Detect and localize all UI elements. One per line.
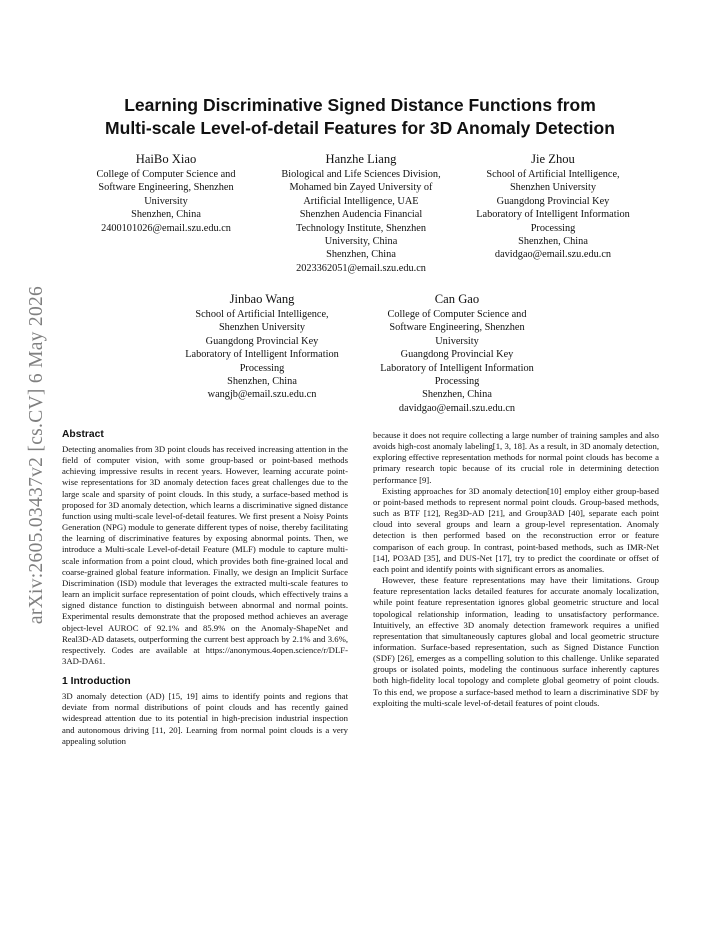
author-affiliation: Laboratory of Intelligent Information <box>185 349 339 361</box>
author-affiliation: University, China <box>324 236 398 248</box>
paper-title <box>60 94 660 140</box>
author-name: Hanzhe Liang <box>325 152 397 166</box>
abstract-text: Detecting anomalies from 3D point clouds has received increasing attention in the field of computer vision, with some group-based or point-based methods achieving impressive results in recent years. However, learning accurate point-wise representations for 3D anomaly detection faces great challenges due to the large scale and sparsity of point clouds. In this study, a surface-based method is proposed for 3D anomaly detection, which learns a discriminative signed distance function using multi-scale level-of-detail features. We first present a Noisy Points Generation (NPG) module to generate different types of noise, thereby facilitating the learning of discriminative features by exposing abnormal points. Then, we introduce a Multi-scale Level-of-detail Feature (MLF) module to capture multi-scale information from a point cloud, which provides both fine-grained local and coarse-grained global feature information. Finally, we design an Implicit Surface Discrimination (ISD) module that leverages the extracted multi-scale features to learn an implicit surface representation of point clouds, which effectively trains a signed distance function to distinguish between abnormal and normal points. Experimental results demonstrate that the proposed method achieves an average object-level AUROC of 92.1% and 85.9% on the Anomaly-ShapeNet and Real3D-AD datasets, outperforming the current best approach by 2.1% and 3.6%, respectively. Codes are available at https://anonymous.4open.science/r/DLF-3AD-DA61. <box>62 444 348 666</box>
author-affiliation: Processing <box>434 376 480 388</box>
abstract-heading: Abstract <box>62 429 104 440</box>
author-affiliation: Shenzhen, China <box>326 249 396 261</box>
author-email: wangjb@email.szu.edu.cn <box>207 389 317 401</box>
author-affiliation: Shenzhen, China <box>422 389 492 401</box>
author-affiliation: Shenzhen, China <box>131 209 201 221</box>
right-column <box>373 430 659 709</box>
author-affiliation: Technology Institute, Shenzhen <box>296 222 426 234</box>
author-affiliation: University <box>435 335 479 347</box>
author-affiliation: Guangdong Provincial Key <box>205 335 319 347</box>
author-affiliation: Software Engineering, Shenzhen <box>98 182 234 194</box>
author-affiliation: College of Computer Science and <box>96 169 236 180</box>
author-affiliation: Shenzhen, China <box>227 376 297 388</box>
author-name: Jinbao Wang <box>229 292 295 306</box>
author-block <box>165 292 359 402</box>
author-affiliation: Shenzhen Audencia Financial <box>299 209 423 221</box>
intro-heading: 1 Introduction <box>62 676 131 688</box>
author-affiliation: Shenzhen University <box>218 322 306 334</box>
author-affiliation: Laboratory of Intelligent Information <box>476 209 630 221</box>
author-block <box>75 152 257 235</box>
author-name: Jie Zhou <box>531 152 575 166</box>
author-affiliation: Laboratory of Intelligent Information <box>380 362 534 374</box>
arxiv-stamp: arXiv:2605.03437v2 [cs.CV] 6 May 2026 <box>26 285 47 625</box>
author-affiliation: Guangdong Provincial Key <box>496 195 610 207</box>
author-email: davidgao@email.szu.edu.cn <box>494 249 612 261</box>
author-affiliation: Shenzhen University <box>509 182 597 194</box>
body-paragraph: However, these feature representations may have their limitations. Group feature representation lacks detailed features for accurate anomaly localization, while point feature representation ignores global geometric structure and local topological relationship information, leading to unsatisfactory performance. Intuitively, an effective 3D anomaly detection framework requires a unified representation that simultaneously captures global and local geometric structure information. Surface-based representation, such as Signed Distance Function (SDF) [26], emerges as a compelling solution to this challenge. Unlike separated groups or isolated points, modeling the continuous surface inherently captures both high-fidelity local topology and complete global geometry of point clouds. To this end, we propose a surface-based method to learn a discriminative SDF by exploiting the multi-scale level-of-detail features of point clouds. <box>373 575 659 708</box>
left-column <box>62 428 348 747</box>
author-affiliation: Processing <box>530 222 576 234</box>
author-affiliation: Biological and Life Sciences Division, <box>281 169 441 180</box>
author-affiliation: Mohamed bin Zayed University of <box>289 182 433 194</box>
author-affiliation: Shenzhen, China <box>518 236 588 248</box>
title-line-2: Multi-scale Level-of-detail Features for 3D Anomaly Detection <box>105 118 615 138</box>
author-email: 2023362051@email.szu.edu.cn <box>296 262 426 274</box>
author-affiliation: School of Artificial Intelligence, <box>195 309 329 320</box>
author-affiliation: College of Computer Science and <box>387 309 527 320</box>
author-affiliation: Processing <box>239 362 285 374</box>
author-email: davidgao@email.szu.edu.cn <box>398 402 516 414</box>
intro-paragraph: 3D anomaly detection (AD) [15, 19] aims to identify points and regions that deviate from normal distributions of point clouds and has recently gained widespread attention due to its potential in high-precision industrial inspection and autonomous driving [11, 20]. Learning from normal point clouds is a very appealing solution <box>62 691 348 746</box>
author-name: HaiBo Xiao <box>135 152 197 166</box>
body-paragraph: because it does not require collecting a large number of training samples and also avoids high-cost anomaly labeling[1, 3, 18]. As a result, in 3D anomaly detection, exploring effective representation methods for normal point clouds has become a primary research topic because of its crucial role in determining detection performance [9]. <box>373 430 659 485</box>
author-name: Can Gao <box>434 292 480 306</box>
author-affiliation: Software Engineering, Shenzhen <box>389 322 525 334</box>
author-affiliation: Guangdong Provincial Key <box>400 349 514 361</box>
author-block <box>265 152 457 275</box>
author-affiliation: University <box>144 195 188 207</box>
title-line-1: Learning Discriminative Signed Distance Functions from <box>124 95 596 115</box>
author-affiliation: Artificial Intelligence, UAE <box>303 195 419 207</box>
body-paragraph: Existing approaches for 3D anomaly detection[10] employ either group-based or point-based methods to represent normal point clouds. Group-based methods, such as BTF [12], Reg3D-AD [21], and Group3AD [40], separate each point cloud into several groups and learn a group-level representation. Anomaly detection is then performed based on the reconstruction error or feature comparison of each group. In contrast, point-based methods, such as IMR-Net [14], PO3AD [35], and DUS-Net [17], try to predict the coordinate or offset of each point and identify points with significant errors as anomalies. <box>373 485 659 574</box>
author-block <box>361 292 553 415</box>
author-email: 2400101026@email.szu.edu.cn <box>101 222 231 234</box>
author-block <box>458 152 648 262</box>
author-affiliation: School of Artificial Intelligence, <box>486 169 620 180</box>
